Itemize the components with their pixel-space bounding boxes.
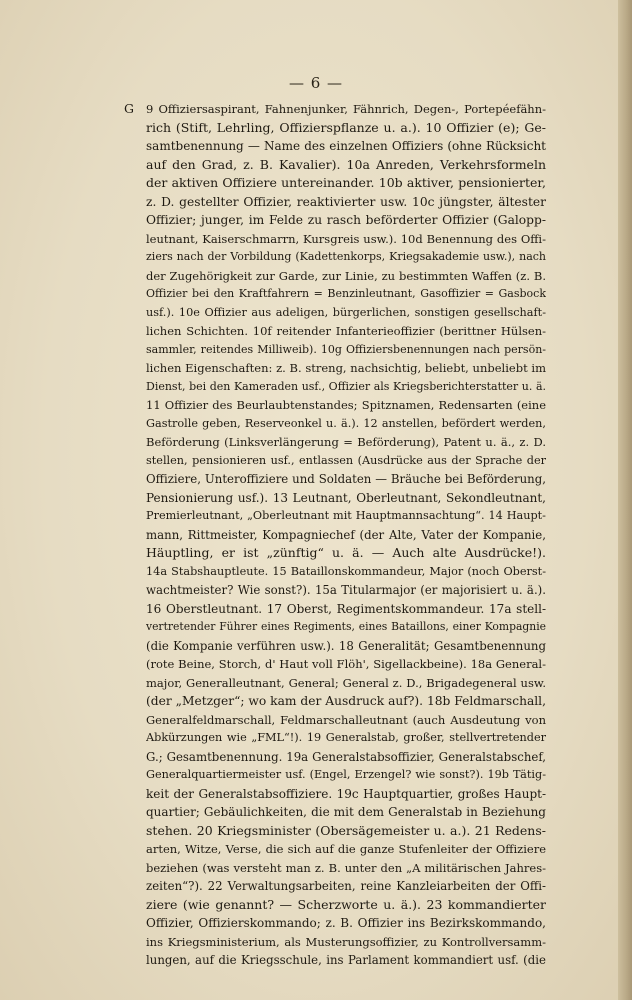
text-line: ziers nach der Vorbildung (Kadettenkorps, Kriegsakademie usw.), nach: [146, 250, 546, 263]
text-line: Offizier, Offizierskommando; z. B. Offizier ins Bezirkskommando,: [146, 916, 546, 930]
text-line: vertretender Führer eines Regiments, eines Bataillons, einer Kompagnie: [146, 620, 546, 633]
text-line: z. D. gestellter Offizier, reaktivierter usw. 10c jüngster, ältester: [146, 194, 546, 209]
text-line: Offizier bei den Kraftfahrern = Benzinleutnant, Gasoffizier = Gasbock: [146, 287, 546, 300]
text-line: Beförderung (Linksverlängerung = Beförderung), Patent u. ä., z. D.: [146, 435, 546, 449]
text-line: Häuptling, er ist „zünftig“ u. ä. — Auch alte Ausdrücke!).: [146, 545, 546, 560]
text-line: sammler, reitendes Milliweib). 10g Offiziersbenennungen nach persön-: [146, 342, 546, 356]
text-line: lichen Schichten. 10f reitender Infanterieoffizier (berittner Hülsen-: [146, 324, 546, 338]
body-text: [146, 100, 546, 970]
margin-mark: G: [124, 101, 134, 116]
text-line: (rote Beine, Storch, d' Haut voll Flöh', Sigellackbeine). 18a General-: [146, 657, 546, 671]
text-line: Offiziere, Unteroffiziere und Soldaten — Bräuche bei Beförderung,: [146, 472, 546, 486]
text-line: G.; Gesamtbenennung. 19a Generalstabsoffizier, Generalstabschef,: [146, 749, 546, 764]
text-line: Premierleutnant, „Oberleutnant mit Hauptmannsachtung“. 14 Haupt-: [146, 509, 546, 522]
text-line: 14a Stabshauptleute. 15 Bataillonskommandeur, Major (noch Oberst-: [146, 564, 546, 578]
text-line: Pensionierung usf.). 13 Leutnant, Oberleutnant, Sekondleutnant,: [146, 490, 546, 505]
text-line: Offizier; junger, im Felde zu rasch beförderter Offizier (Galopp-: [146, 213, 546, 227]
text-line: zeiten“?). 22 Verwaltungsarbeiten, reine Kanzleiarbeiten der Offi-: [146, 879, 546, 893]
text-line: Dienst, bei den Kameraden usf., Offizier als Kriegsberichterstatter u. ä.: [146, 379, 546, 393]
text-line: keit der Generalstabsoffiziere. 19c Hauptquartier, großes Haupt-: [146, 786, 546, 801]
text-line: ins Kriegsministerium, als Musterungsoffizier, zu Kontrollversamm-: [146, 934, 546, 949]
text-line: der Zugehörigkeit zur Garde, zur Linie, zu bestimmten Waffen (z. B.: [146, 268, 546, 283]
text-line: 16 Oberstleutnant. 17 Oberst, Regimentskommandeur. 17a stell-: [146, 601, 546, 616]
text-line: leutnant, Kaiserschmarrn, Kursgreis usw.). 10d Benennung des Offi-: [146, 231, 546, 246]
text-line: arten, Witze, Verse, die sich auf die ganze Stufenleiter der Offiziere: [146, 842, 546, 856]
text-line: Generalfeldmarschall, Feldmarschalleutnant (auch Ausdeutung von: [146, 712, 546, 727]
text-line: lichen Eigenschaften: z. B. streng, nachsichtig, beliebt, unbeliebt im: [146, 361, 546, 375]
text-line: 11 Offizier des Beurlaubtenstandes; Spitznamen, Redensarten (eine: [146, 398, 546, 412]
text-line: wachtmeister? Wie sonst?). 15a Titularmajor (er majorisiert u. ä.).: [146, 583, 546, 597]
text-line: (der „Metzger“; wo kam der Ausdruck auf?). 18b Feldmarschall,: [146, 694, 546, 708]
text-line: mann, Rittmeister, Kompagniechef (der Alte, Vater der Kompanie,: [146, 527, 546, 542]
text-line: lungen, auf die Kriegsschule, ins Parlament kommandiert usf. (die: [146, 953, 546, 967]
text-line: (die Kompanie verführen usw.). 18 Generalität; Gesamtbenennung: [146, 638, 546, 653]
text-line: 9 Offiziersaspirant, Fahnenjunker, Fähnrich, Degen-, Portepéefähn-: [146, 102, 546, 116]
text-line: stellen, pensionieren usf., entlassen (Ausdrücke aus der Sprache der: [146, 453, 546, 467]
text-line: stehen. 20 Kriegsminister (Obersägemeister u. a.). 21 Redens-: [146, 822, 546, 838]
text-line: Abkürzungen wie „FML“!). 19 Generalstab, großer, stellvertretender: [146, 731, 546, 744]
page-number: — 6 —: [288, 74, 344, 92]
text-line: der aktiven Offiziere untereinander. 10b aktiver, pensionierter,: [146, 175, 546, 190]
text-line: Generalquartiermeister usf. (Engel, Erzengel? wie sonst?). 19b Tätig-: [146, 768, 546, 781]
text-line: Gastrolle geben, Reserveonkel u. ä.). 12 anstellen, befördert werden,: [146, 416, 546, 430]
text-line: auf den Grad, z. B. Kavalier). 10a Anreden, Verkehrsformeln: [146, 156, 546, 172]
text-line: rich (Stift, Lehrling, Offizierspflanze u. a.). 10 Offizier (e); Ge-: [146, 119, 546, 135]
text-line: major, Generalleutnant, General; General z. D., Brigadegeneral usw.: [146, 675, 546, 690]
text-line: usf.). 10e Offizier aus adeligen, bürgerlichen, sonstigen gesellschaft-: [146, 305, 546, 319]
text-line: quartier; Gebäulichkeiten, die mit dem Generalstab in Beziehung: [146, 805, 546, 819]
text-line: samtbenennung — Name des einzelnen Offiziers (ohne Rücksicht: [146, 139, 546, 153]
text-line: beziehen (was versteht man z. B. unter den „A militärischen Jahres-: [146, 860, 546, 875]
text-line: ziere (wie genannt? — Scherzworte u. ä.). 23 kommandierter: [146, 896, 546, 912]
page-binding-edge: [618, 0, 632, 1000]
